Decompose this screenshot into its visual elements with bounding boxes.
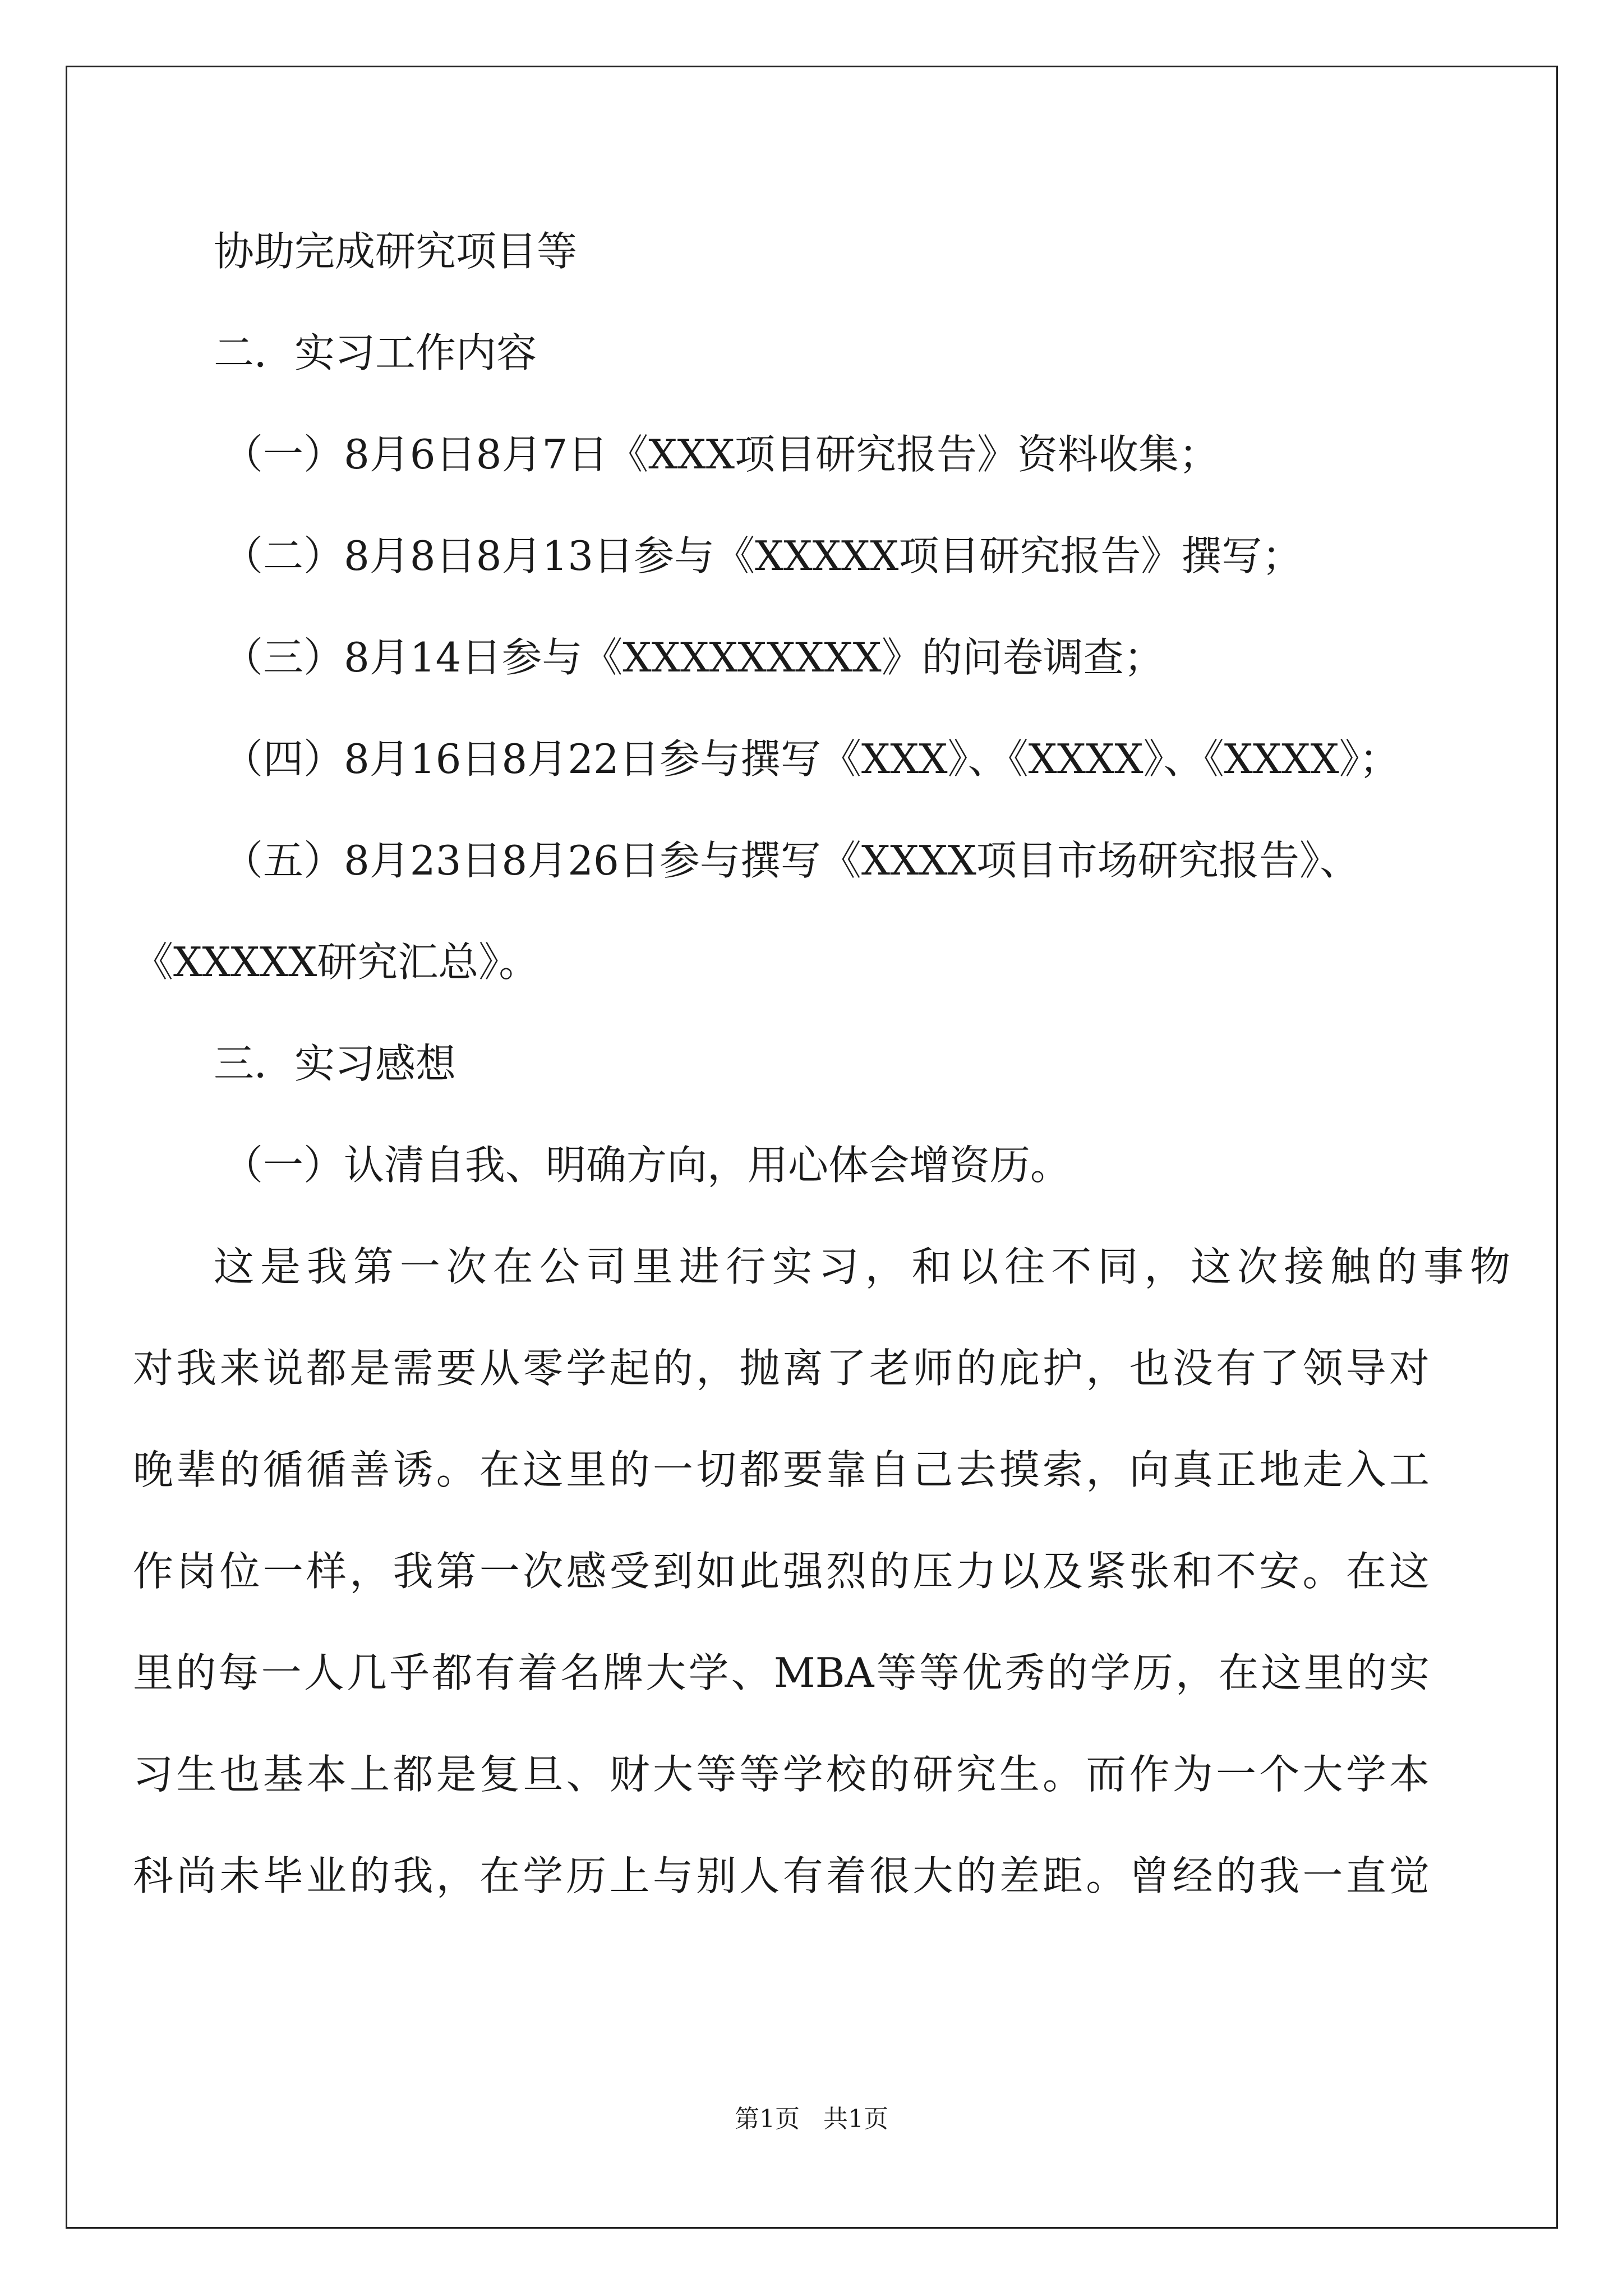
paragraph-line: 里的每一人几乎都有着名牌大学、MBA等等优秀的学历，在这里的实 bbox=[133, 1649, 1430, 1696]
page-number: 第1页 bbox=[735, 2105, 800, 2133]
text-line: （二）8月8日8月13日参与《XXXXX项目研究报告》撰写； bbox=[223, 532, 1303, 579]
page-total: 共1页 bbox=[823, 2105, 888, 2133]
paragraph-line: 对我来说都是需要从零学起的，抛离了老师的庇护，也没有了领导对 bbox=[133, 1345, 1430, 1392]
paragraph-line: 晚辈的循循善诱。在这里的一切都要靠自己去摸索，向真正地走入工 bbox=[133, 1446, 1430, 1493]
text-line: 协助完成研究项目等 bbox=[214, 228, 578, 275]
paragraph-line: 这是我第一次在公司里进行实习，和以往不同，这次接触的事物 bbox=[214, 1243, 1510, 1290]
paragraph-line: 习生也基本上都是复旦、财大等等学校的研究生。而作为一个大学本 bbox=[133, 1751, 1430, 1798]
page-footer bbox=[0, 2102, 1623, 2136]
text-line: （一）8月6日8月7日《XXX项目研究报告》资料收集； bbox=[223, 431, 1220, 478]
subsection-heading: （一）认清自我、明确方向，用心体会增资历。 bbox=[223, 1142, 1071, 1189]
text-line: （三）8月14日参与《XXXXXXXXX》的问卷调查； bbox=[223, 634, 1164, 681]
text-line: （四）8月16日8月22日参与撰写《XXX》、《XXXX》、《XXXX》； bbox=[223, 735, 1400, 783]
text-line: 《XXXXX研究汇总》。 bbox=[133, 938, 540, 986]
paragraph-line: 作岗位一样，我第一次感受到如此强烈的压力以及紧张和不安。在这 bbox=[133, 1548, 1430, 1595]
paragraph-line: 科尚未毕业的我，在学历上与别人有着很大的差距。曾经的我一直觉 bbox=[133, 1852, 1430, 1899]
text-line: （五）8月23日8月26日参与撰写《XXXX项目市场研究报告》、 bbox=[223, 837, 1360, 884]
section-heading: 二．实习工作内容 bbox=[214, 329, 537, 376]
section-heading: 三．实习感想 bbox=[214, 1040, 457, 1087]
